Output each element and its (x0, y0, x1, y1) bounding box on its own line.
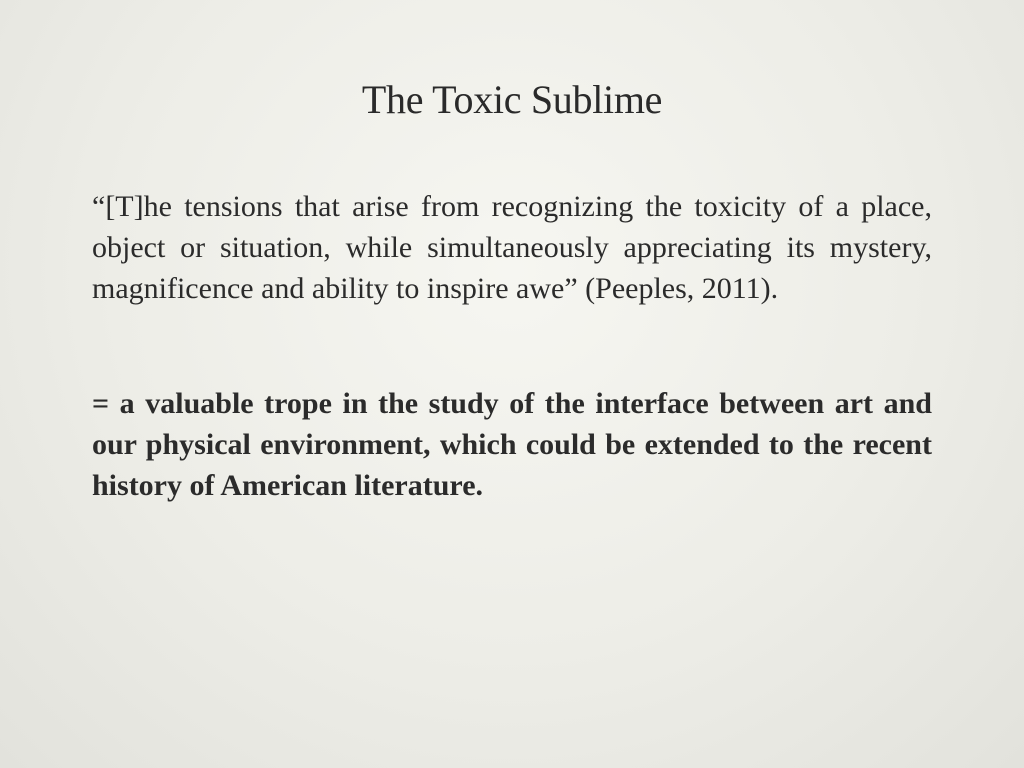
claim-paragraph: = a valuable trope in the study of the interface between art and our physical environment, which could be extended to the recent history of American literature. (92, 387, 932, 502)
quote-paragraph: “[T]he tensions that arise from recognizing the toxicity of a place, object or situation, while simultaneously appreciating its mystery, magnificence and ability to inspire awe” (Peeples, 2011). (92, 190, 932, 305)
slide-title: The Toxic Sublime (361, 77, 663, 122)
